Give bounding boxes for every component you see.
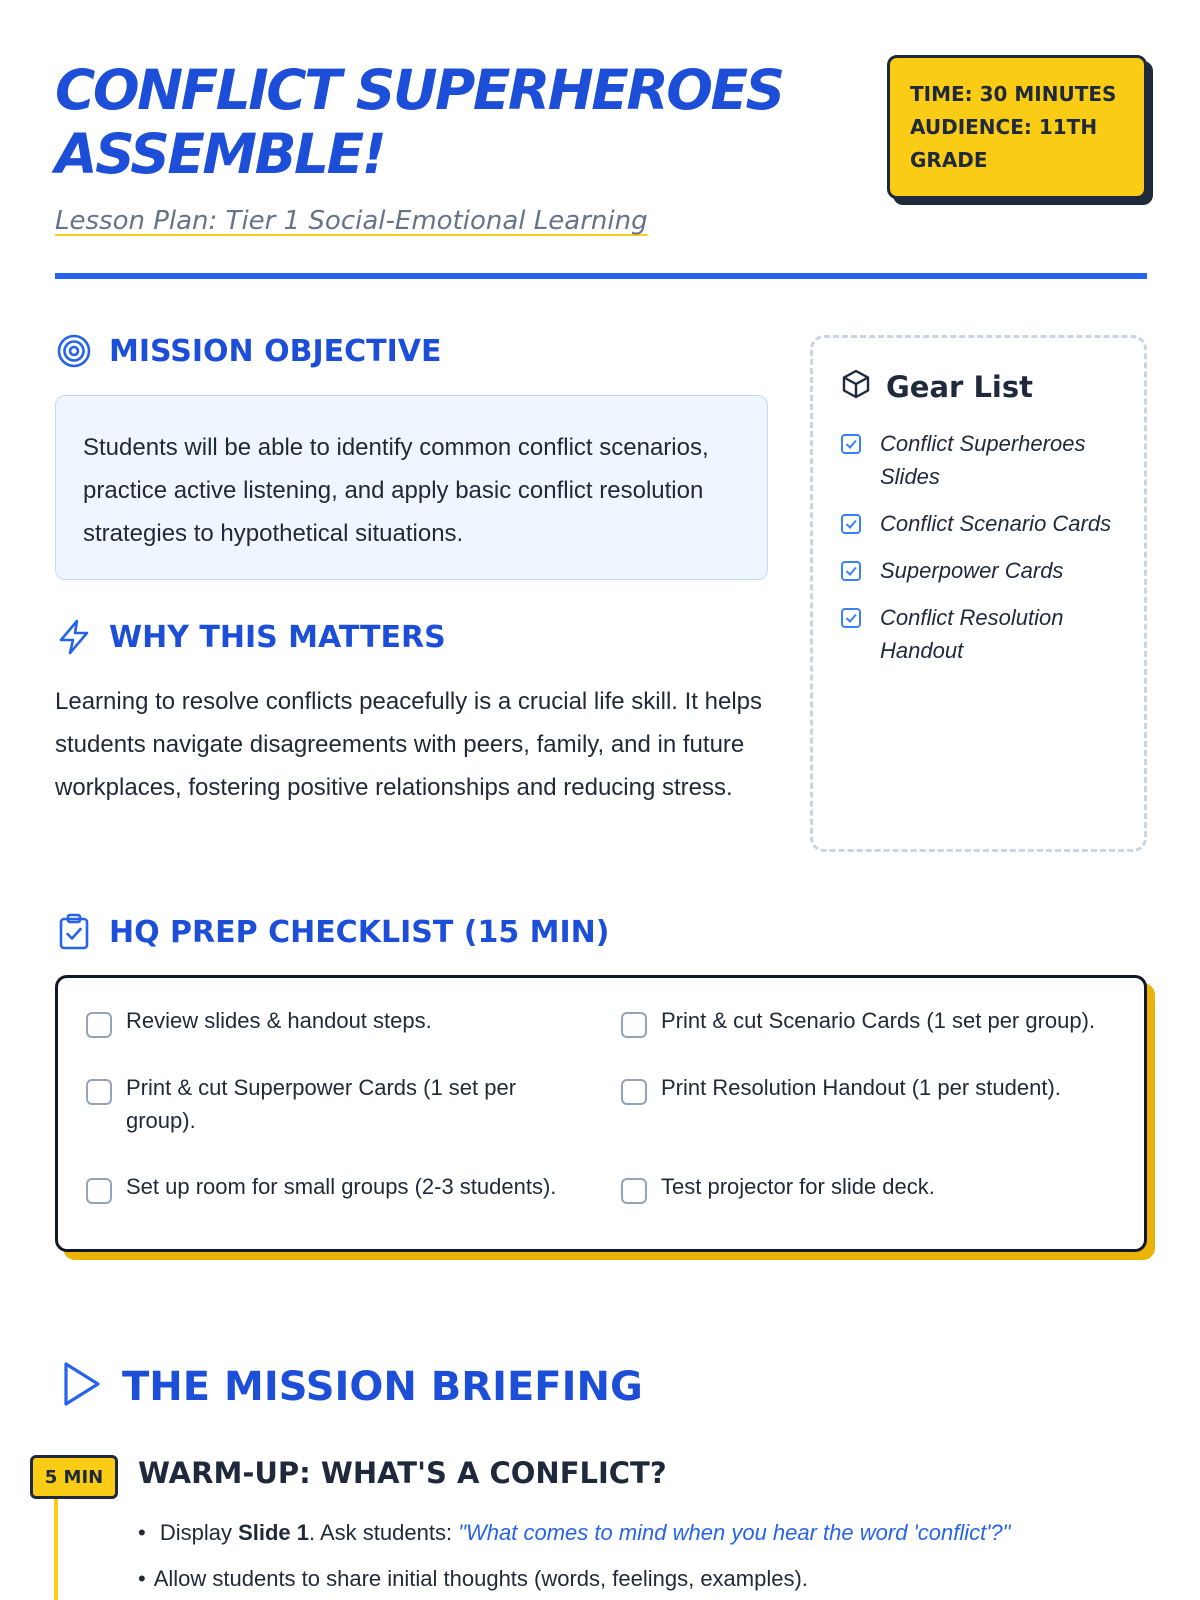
checklist-item[interactable] [86, 1004, 581, 1057]
step-title: WARM-UP: WHAT'S A CONFLICT? [138, 1456, 667, 1490]
step-time-badge: 5 MIN [30, 1455, 118, 1499]
checkbox-checked-icon [840, 560, 866, 587]
checklist-item[interactable] [621, 1071, 1116, 1156]
gear-item [840, 507, 1117, 540]
gear-item-label: Conflict Superheroes Slides [880, 431, 1086, 489]
why-heading [55, 618, 446, 656]
checklist-item-label: Set up room for small groups (2-3 students). [126, 1174, 557, 1199]
lightning-icon [55, 618, 93, 656]
gear-list-panel [810, 335, 1147, 852]
time-label: TIME: 30 MINUTES [910, 82, 1117, 106]
prep-heading [55, 913, 609, 951]
checklist-item[interactable] [86, 1071, 581, 1156]
gear-item [840, 601, 1117, 667]
play-icon [60, 1360, 104, 1413]
page-title: CONFLICT SUPERHEROES ASSEMBLE! [55, 58, 783, 186]
step-bullet: • Allow students to share initial thoughts (words, feelings, examples). [138, 1556, 1138, 1600]
gear-item-label: Conflict Resolution Handout [880, 605, 1064, 663]
checklist-item[interactable] [621, 1170, 1116, 1223]
audience-label: AUDIENCE: 11TH GRADE [910, 115, 1098, 172]
checklist-item-label: Review slides & handout steps. [126, 1008, 432, 1033]
checkbox-checked-icon [840, 607, 866, 634]
step-bullets [138, 1510, 1138, 1600]
slide-reference: Slide 1 [238, 1520, 309, 1545]
checkbox[interactable] [86, 1178, 112, 1204]
checkbox[interactable] [621, 1178, 647, 1204]
prep-heading-label: HQ PREP CHECKLIST (15 MIN) [109, 914, 610, 950]
checklist-item[interactable] [86, 1170, 581, 1223]
prompt-quote: "What comes to mind when you hear the word 'conflict'?" [458, 1520, 1011, 1545]
gear-item [840, 554, 1117, 587]
target-icon [55, 332, 93, 370]
checkbox[interactable] [86, 1012, 112, 1038]
checklist-item-label: Print Resolution Handout (1 per student). [661, 1075, 1061, 1100]
checkbox-checked-icon [840, 433, 866, 460]
step-bullet: • Display Slide 1. Ask students: "What comes to mind when you hear the word 'conflict'?" [138, 1510, 1138, 1556]
checklist-item-label: Print & cut Superpower Cards (1 set per group). [126, 1075, 517, 1133]
clipboard-check-icon [55, 913, 93, 951]
objective-heading-label: MISSION OBJECTIVE [109, 333, 442, 369]
timeline-line [54, 1490, 58, 1600]
objective-box: Students will be able to identify common conflict scenarios, practice active listening, and apply basic conflict resolution strategies to hypothetical situations. [55, 395, 768, 580]
page-subtitle: Lesson Plan: Tier 1 Social-Emotional Learning [55, 206, 648, 236]
why-heading-label: WHY THIS MATTERS [109, 619, 446, 655]
box-icon [840, 368, 872, 405]
why-text: Learning to resolve conflicts peacefully is a crucial life skill. It helps students navigate disagreements with peers, family, and in future workplaces, fostering positive relationships and reducing stress. [55, 688, 762, 801]
checkbox[interactable] [621, 1079, 647, 1105]
checkbox-checked-icon [840, 513, 866, 540]
gear-item-label: Superpower Cards [880, 558, 1064, 583]
prep-checklist-card [55, 975, 1147, 1252]
checkbox[interactable] [621, 1012, 647, 1038]
gear-item-label: Conflict Scenario Cards [880, 511, 1112, 536]
checkbox[interactable] [86, 1079, 112, 1105]
checklist-item-label: Print & cut Scenario Cards (1 set per group). [661, 1008, 1096, 1033]
objective-heading [55, 332, 441, 370]
checklist-item[interactable] [621, 1004, 1116, 1057]
gear-item [840, 427, 1117, 493]
gear-heading [840, 368, 1117, 405]
lesson-info-badge [887, 55, 1147, 199]
briefing-heading [60, 1360, 643, 1413]
gear-heading-label: Gear List [886, 369, 1033, 404]
briefing-heading-label: THE MISSION BRIEFING [122, 1363, 643, 1410]
checklist-item-label: Test projector for slide deck. [661, 1174, 935, 1199]
header-divider [55, 273, 1147, 279]
